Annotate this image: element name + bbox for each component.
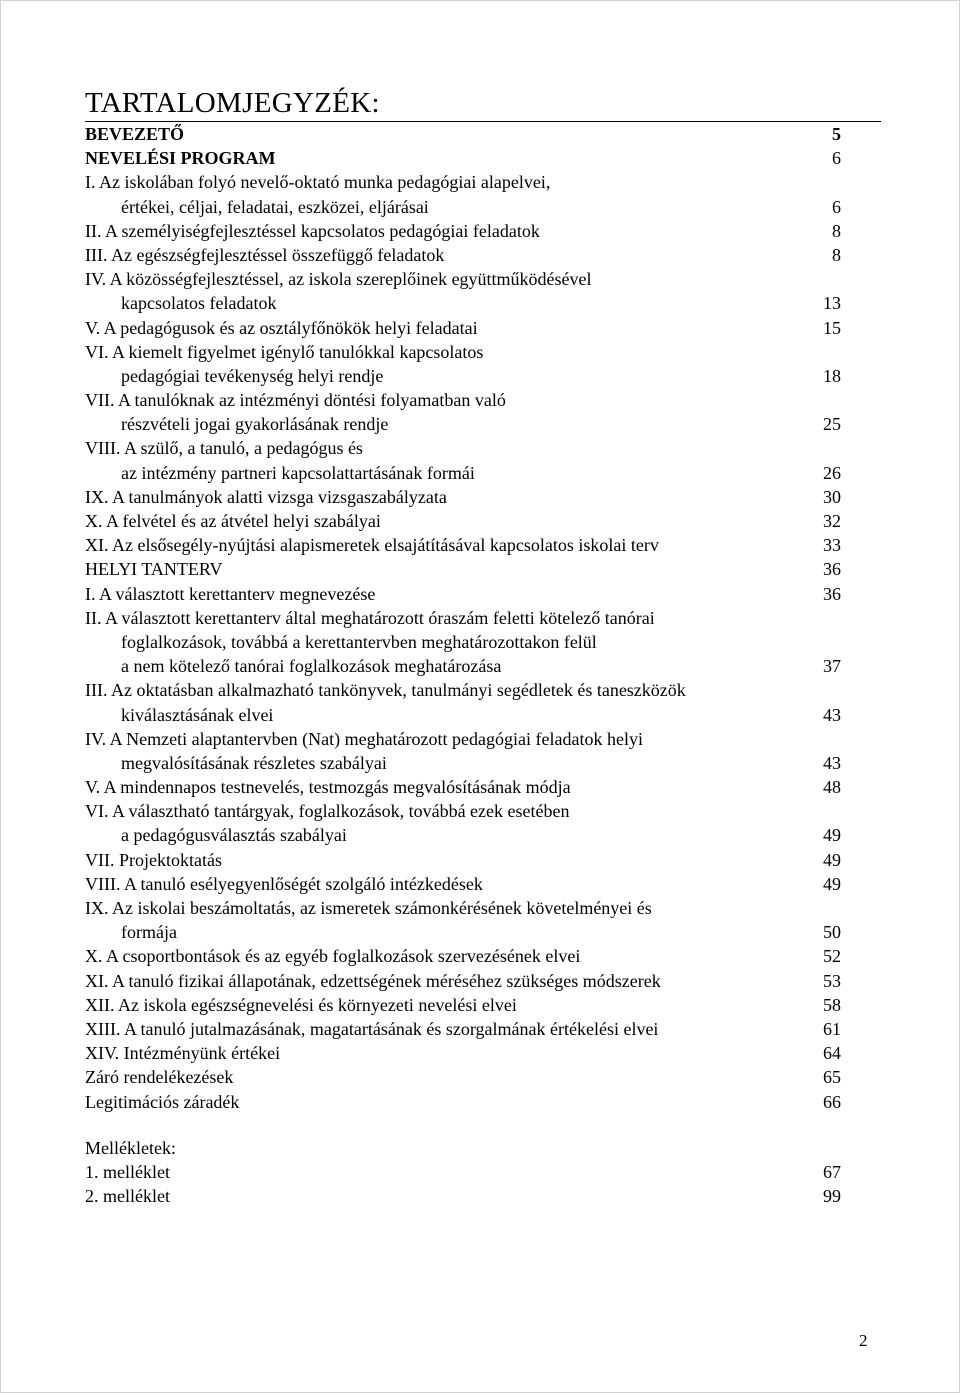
appendix-entry-page: 99 <box>823 1186 841 1207</box>
toc-entry-title: X. A csoportbontások és az egyéb foglalkozások szervezésének elvei <box>85 946 581 967</box>
toc-entry <box>85 993 841 1017</box>
toc-title: TARTALOMJEGYZÉK: <box>85 85 881 122</box>
toc-entry-page: 26 <box>823 462 841 483</box>
toc-entry-page: 36 <box>823 559 841 580</box>
toc-entry-title: III. Az egészségfejlesztéssel összefüggő feladatok <box>85 244 445 265</box>
toc-entry <box>85 509 841 533</box>
toc-entry <box>85 582 841 606</box>
toc-entry-title: II. A személyiségfejlesztéssel kapcsolatos pedagógiai feladatok <box>85 220 540 241</box>
toc-entry-page: 6 <box>832 148 841 169</box>
toc-list <box>85 122 841 1114</box>
toc-entry-title: foglalkozások, továbbá a kerettantervben meghatározottakon felül <box>121 631 597 652</box>
toc-entry-page: 43 <box>823 704 841 725</box>
appendix-section <box>85 1136 841 1209</box>
toc-entry <box>85 775 841 799</box>
toc-entry-title: értékei, céljai, feladatai, eszközei, eljárásai <box>121 196 429 217</box>
toc-entry <box>85 146 841 170</box>
toc-entry-title: VII. Projektoktatás <box>85 849 222 870</box>
toc-entry-page: 61 <box>823 1018 841 1039</box>
toc-entry-page: 30 <box>823 486 841 507</box>
toc-entry <box>85 170 841 194</box>
toc-entry <box>85 1017 841 1041</box>
toc-entry-page: 49 <box>823 873 841 894</box>
toc-entry <box>85 557 841 581</box>
toc-entry <box>85 848 841 872</box>
toc-entry-title: NEVELÉSI PROGRAM <box>85 148 276 169</box>
appendix-entry <box>85 1184 841 1208</box>
toc-entry-title: Legitimációs záradék <box>85 1091 240 1112</box>
toc-entry-title: az intézmény partneri kapcsolattartásának formái <box>121 462 475 483</box>
appendix-heading-text: Mellékletek: <box>85 1138 176 1158</box>
toc-entry-page: 37 <box>823 656 841 677</box>
toc-entry <box>85 195 841 219</box>
toc-entry <box>85 1090 841 1114</box>
toc-entry-page: 53 <box>823 970 841 991</box>
toc-entry <box>85 678 841 702</box>
appendix-entry-title: 2. melléklet <box>85 1186 170 1207</box>
toc-entry-page: 8 <box>832 244 841 265</box>
toc-entry <box>85 388 841 412</box>
appendix-entry-title: 1. melléklet <box>85 1162 170 1183</box>
toc-entry-page: 66 <box>823 1091 841 1112</box>
toc-entry-page: 48 <box>823 777 841 798</box>
toc-entry-title: kiválasztásának elvei <box>121 704 274 725</box>
toc-entry <box>85 267 841 291</box>
toc-entry <box>85 654 841 678</box>
toc-entry-page: 5 <box>832 124 841 144</box>
toc-entry-title: XII. Az iskola egészségnevelési és környezeti nevelési elvei <box>85 994 517 1015</box>
toc-entry-title: a nem kötelező tanórai foglalkozások meghatározása <box>121 656 502 677</box>
toc-entry-title: IV. A közösségfejlesztéssel, az iskola szereplőinek együttműködésével <box>85 269 592 290</box>
toc-entry-page: 33 <box>823 535 841 556</box>
toc-entry-page: 15 <box>823 317 841 338</box>
toc-entry <box>85 799 841 823</box>
toc-entry <box>85 291 841 315</box>
toc-entry <box>85 727 841 751</box>
toc-entry-title: VII. A tanulóknak az intézményi döntési folyamatban való <box>85 390 506 411</box>
toc-entry <box>85 1041 841 1065</box>
toc-entry-page: 6 <box>832 196 841 217</box>
toc-entry-page: 25 <box>823 414 841 435</box>
toc-entry-title: HELYI TANTERV <box>85 559 223 580</box>
toc-entry-title: VI. A választható tantárgyak, foglalkozások, továbbá ezek esetében <box>85 801 570 822</box>
toc-entry-title: III. Az oktatásban alkalmazható tankönyvek, tanulmányi segédletek és taneszközök <box>85 680 686 701</box>
toc-entry <box>85 872 841 896</box>
toc-entry-title: XI. A tanuló fizikai állapotának, edzettségének méréséhez szükséges módszerek <box>85 970 661 991</box>
toc-entry <box>85 436 841 460</box>
toc-entry-title: a pedagógusválasztás szabályai <box>121 825 347 846</box>
toc-entry <box>85 316 841 340</box>
toc-entry-title: I. Az iskolában folyó nevelő-oktató munka pedagógiai alapelvei, <box>85 172 551 193</box>
toc-entry <box>85 896 841 920</box>
appendix-entry <box>85 1160 841 1184</box>
toc-entry <box>85 364 841 388</box>
toc-entry-title: XI. Az elsősegély-nyújtási alapismeretek elsajátításával kapcsolatos iskolai terv <box>85 535 659 556</box>
toc-entry-title: pedagógiai tevékenység helyi rendje <box>121 365 384 386</box>
toc-entry <box>85 219 841 243</box>
toc-entry <box>85 969 841 993</box>
toc-entry <box>85 340 841 364</box>
toc-entry-page: 52 <box>823 946 841 967</box>
toc-entry-title: XIII. A tanuló jutalmazásának, magatartásának és szorgalmának értékelési elvei <box>85 1018 659 1039</box>
toc-entry <box>85 606 841 630</box>
appendix-list <box>85 1160 841 1208</box>
appendix-entry-page: 67 <box>823 1162 841 1183</box>
toc-entry-page: 32 <box>823 511 841 531</box>
toc-entry <box>85 412 841 436</box>
toc-entry-page: 36 <box>823 583 841 604</box>
toc-entry <box>85 461 841 485</box>
toc-entry <box>85 703 841 727</box>
toc-entry-title: XIV. Intézményünk értékei <box>85 1043 281 1064</box>
page-number: 2 <box>859 1331 868 1350</box>
toc-entry-title: V. A mindennapos testnevelés, testmozgás megvalósításának módja <box>85 777 571 798</box>
toc-entry-title: formája <box>121 922 177 943</box>
toc-entry-page: 64 <box>823 1043 841 1064</box>
toc-entry-title: VIII. A szülő, a tanuló, a pedagógus és <box>85 438 363 459</box>
toc-entry <box>85 243 841 267</box>
toc-entry <box>85 630 841 654</box>
toc-entry-title: részvételi jogai gyakorlásának rendje <box>121 414 389 435</box>
toc-entry-page: 50 <box>823 922 841 943</box>
toc-entry-page: 13 <box>823 293 841 314</box>
toc-entry <box>85 920 841 944</box>
toc-entry-page: 18 <box>823 365 841 386</box>
toc-entry-page: 49 <box>823 825 841 846</box>
toc-entry-page: 49 <box>823 849 841 870</box>
toc-entry <box>85 485 841 509</box>
toc-entry-title: IV. A Nemzeti alaptantervben (Nat) meghatározott pedagógiai feladatok helyi <box>85 728 643 749</box>
toc-entry <box>85 751 841 775</box>
toc-entry-title: II. A választott kerettanterv által meghatározott óraszám feletti kötelező tanórai <box>85 607 655 628</box>
toc-entry <box>85 1065 841 1089</box>
toc-entry-title: Záró rendelékezések <box>85 1067 234 1088</box>
toc-entry-title: VIII. A tanuló esélyegyenlőségét szolgáló intézkedések <box>85 873 483 894</box>
toc-entry-title: VI. A kiemelt figyelmet igénylő tanulókkal kapcsolatos <box>85 341 484 362</box>
toc-entry-page: 8 <box>832 220 841 241</box>
toc-entry-title: BEVEZETŐ <box>85 124 185 144</box>
toc-entry-title: megvalósításának részletes szabályai <box>121 752 387 773</box>
toc-entry-title: X. A felvétel és az átvétel helyi szabályai <box>85 511 381 531</box>
toc-entry-title: kapcsolatos feladatok <box>121 293 277 314</box>
toc-entry-title: V. A pedagógusok és az osztályfőnökök helyi feladatai <box>85 317 478 338</box>
toc-entry-title: I. A választott kerettanterv megnevezése <box>85 583 376 604</box>
toc-entry <box>85 533 841 557</box>
toc-entry <box>85 944 841 968</box>
toc-entry <box>85 122 841 146</box>
toc-entry-title: IX. Az iskolai beszámoltatás, az ismeretek számonkérésének követelményei és <box>85 898 652 918</box>
appendix-heading <box>85 1136 841 1160</box>
toc-entry-page: 43 <box>823 752 841 773</box>
toc-entry-title: IX. A tanulmányok alatti vizsga vizsgaszabályzata <box>85 486 447 507</box>
toc-entry-page: 58 <box>823 994 841 1015</box>
toc-entry-page: 65 <box>823 1067 841 1088</box>
toc-entry <box>85 823 841 847</box>
